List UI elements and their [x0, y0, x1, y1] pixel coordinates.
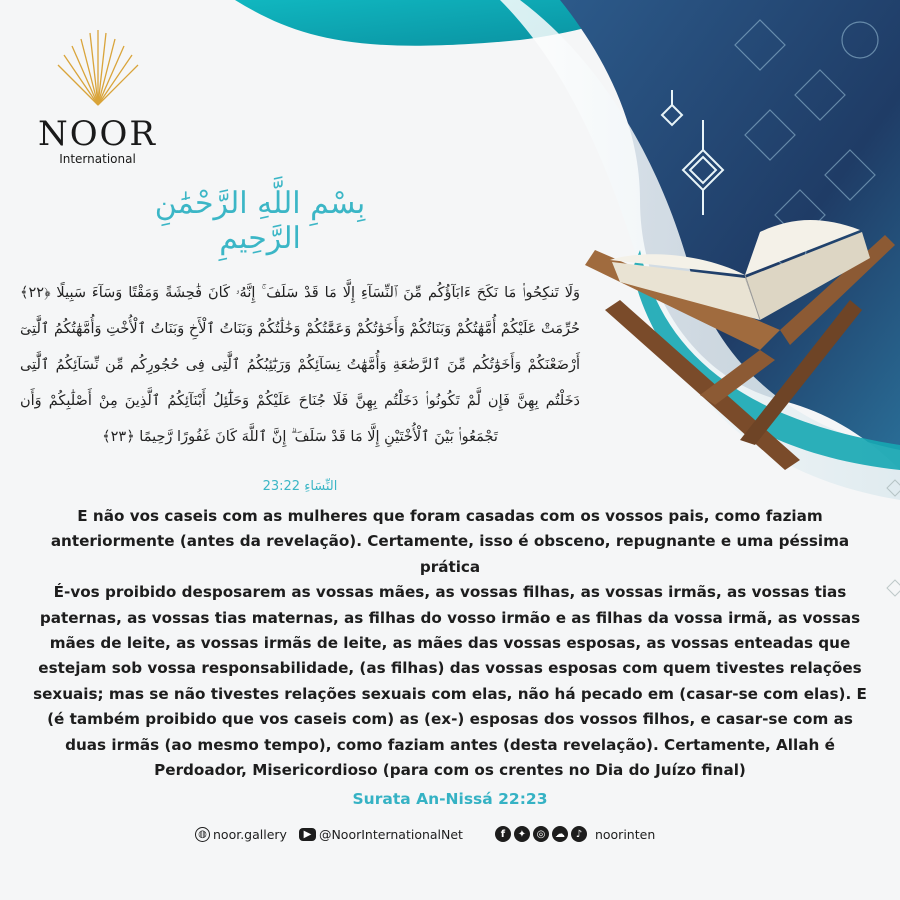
- twitter-icon[interactable]: ✦: [514, 826, 530, 842]
- logo-name: NOOR: [37, 114, 158, 154]
- social-handle[interactable]: noorinten: [594, 826, 656, 842]
- arabic-verse: وَلَا تَنكِحُوا۟ مَا نَكَحَ ءَابَآؤُكُم مِّنَ ٱلنِّسَآءِ إِلَّا مَا قَدْ سَلَفَ ۚ إِنَّهُۥ كَانَ فَٰحِشَةً وَمَقْتًا وَسَآءَ سَبِيلًا ﴿٢٢﴾ حُرِّمَتْ عَلَيْكُمْ أُمَّهَٰتُكُمْ وَبَنَاتُكُمْ وَأَخَوَٰتُكُمْ وَعَمَّٰتُكُمْ وَخَٰلَٰتُكُمْ وَبَنَاتُ ٱلْأَخِ وَبَنَاتُ ٱلْأُخْتِ وَأُمَّهَٰتُكُمُ ٱلَّٰتِىٓ أَرْضَعْنَكُمْ وَأَخَوَٰتُكُم مِّنَ ٱلرَّضَٰعَةِ وَأُمَّهَٰتُ نِسَآئِكُمْ وَرَبَٰٓئِبُكُمُ ٱلَّٰتِى فِى حُجُورِكُم مِّن نِّسَآئِكُمُ ٱلَّٰتِى دَخَلْتُم بِهِنَّ فَإِن لَّمْ تَكُونُوا۟ دَخَلْتُم بِهِنَّ فَلَا جُنَاحَ عَلَيْكُمْ وَحَلَٰٓئِلُ أَبْنَآئِكُمُ ٱلَّذِينَ مِنْ أَصْلَٰبِكُمْ وَأَن تَجْمَعُوا۟ بَيْنَ ٱلْأُخْتَيْنِ إِلَّا مَا قَدْ سَلَفَ ۗ إِنَّ ٱللَّهَ كَانَ غَفُورًا رَّحِيمًا ﴿٢٣﴾: [20, 285, 580, 445]
- youtube-handle[interactable]: @NoorInternationalNet: [318, 826, 463, 842]
- messenger-icon[interactable]: ☁: [552, 826, 568, 842]
- logo-subtitle: International: [59, 152, 136, 166]
- noor-logo: [30, 20, 165, 166]
- globe-icon[interactable]: ◍: [195, 827, 210, 842]
- instagram-icon[interactable]: ◎: [533, 826, 549, 842]
- facebook-icon[interactable]: f: [495, 826, 511, 842]
- youtube-icon[interactable]: ▶: [299, 828, 316, 841]
- basmala-calligraphy: بِسْمِ اللَّهِ الرَّحْمَٰنِ الرَّحِيمِ: [154, 186, 366, 256]
- tiktok-icon[interactable]: ♪: [571, 826, 587, 842]
- translation-verse-22: E não vos caseis com as mulheres que foram casadas com os vossos pais, como faziam anteriormente (antes da revelação). Certamente, isso é obsceno, repugnante e uma péssima prática: [50, 507, 850, 576]
- footer-social-bar: [195, 822, 715, 846]
- website-link[interactable]: noor.gallery: [213, 826, 287, 842]
- arabic-reference: النِّسَاءِ 23:22: [262, 479, 338, 494]
- surah-reference: Surata An-Nissá 22:23: [352, 790, 548, 808]
- translation-verse-23: É-vos proibido desposarem as vossas mães, as vossas filhas, as vossas irmãs, as vossas tias paternas, as vossas tias maternas, as filhas do vosso irmão e as filhas da vossa irmã, as vossas mães de leite, as vossas irmãs de leite, as mães das vossas esposas, as vossas enteadas que estejam sob vossa responsabilidade, (as filhas) das vossas esposas com quem tivestes relações sexuais; mas se não tivestes relações sexuais com elas, não há pecado em (casar-se com elas). E (é também proibido que vos caseis com) as (ex-) esposas dos vossos filhos, e casar-se com as duas irmãs (ao mesmo tempo), como faziam antes (desta revelação). Certamente, Allah é Perdoador, Misericordioso (para com os crentes no Dia do Juízo final): [33, 583, 867, 780]
- portuguese-translation: [30, 504, 870, 783]
